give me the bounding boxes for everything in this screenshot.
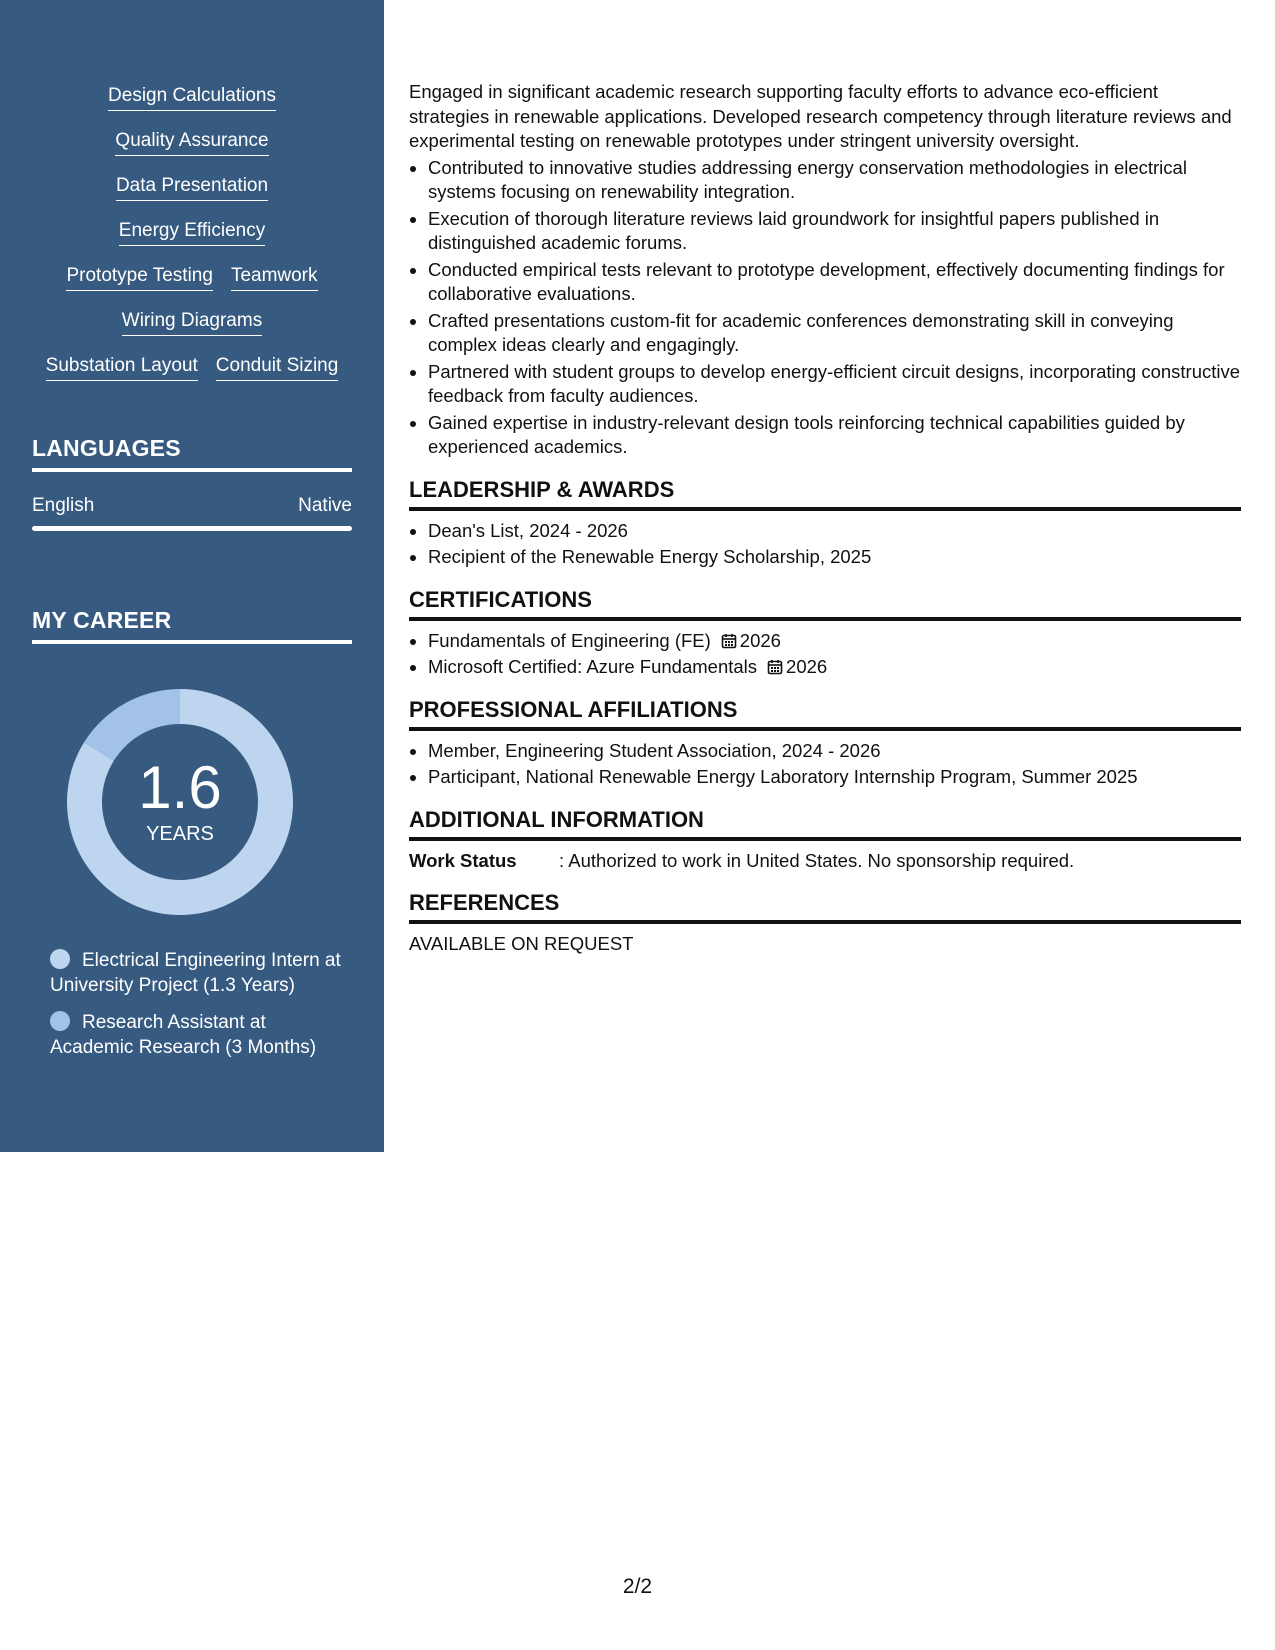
experience-bullet: Contributed to innovative studies addressing energy conservation methodologies in electrical systems focusing on renewability integration.	[409, 156, 1241, 205]
skill-tag: Wiring Diagrams	[122, 309, 262, 336]
legend-dot-icon	[50, 949, 70, 969]
career-legend-label: Research Assistant at Academic Research (3 Months)	[50, 1012, 317, 1058]
affiliation-item: Member, Engineering Student Association, 2024 - 2026	[409, 739, 1241, 764]
career-legend-item	[50, 948, 350, 998]
calendar-icon	[721, 633, 737, 649]
certification-year: 2026	[739, 629, 781, 651]
certifications-list	[409, 629, 1241, 680]
certification-item	[409, 655, 1241, 680]
skills-list	[0, 84, 384, 399]
language-level: Native	[298, 495, 352, 516]
legend-dot-icon	[50, 1011, 70, 1031]
additional-info-heading: ADDITIONAL INFORMATION	[409, 806, 1241, 841]
skill-row	[0, 219, 384, 264]
experience-bullet: Gained expertise in industry-relevant design tools reinforcing technical capabilities guided by experienced academics.	[409, 411, 1241, 460]
experience-bullet: Conducted empirical tests relevant to prototype development, effectively documenting findings for collaborative evaluations.	[409, 258, 1241, 307]
language-name: English	[32, 495, 95, 516]
skill-tag: Data Presentation	[116, 174, 268, 201]
donut-segment-1	[84, 689, 180, 761]
leadership-list	[409, 519, 1241, 570]
skill-row	[0, 84, 384, 129]
affiliations-heading: PROFESSIONAL AFFILIATIONS	[409, 696, 1241, 731]
leadership-item: Dean's List, 2024 - 2026	[409, 519, 1241, 544]
experience-bullets	[409, 156, 1241, 460]
career-legend	[50, 948, 350, 1072]
sidebar	[0, 0, 384, 1152]
work-status-label: Work Status	[409, 849, 517, 871]
page-number: 2/2	[622, 1575, 653, 1598]
affiliations-list	[409, 739, 1241, 790]
affiliation-item: Participant, National Renewable Energy Laboratory Internship Program, Summer 2025	[409, 765, 1241, 790]
career-total-unit: YEARS	[146, 823, 214, 845]
language-proficiency-bar	[32, 526, 352, 531]
skill-row	[0, 264, 384, 309]
skill-tag: Energy Efficiency	[119, 219, 265, 246]
language-row	[32, 494, 352, 518]
skill-row	[0, 174, 384, 219]
experience-bullet: Partnered with student groups to develop energy-efficient circuit designs, incorporating constructive feedback from faculty audiences.	[409, 360, 1241, 409]
work-status-value: : Authorized to work in United States. No sponsorship required.	[559, 849, 1075, 871]
experience-summary: Engaged in significant academic research supporting faculty efforts to advance eco-efficient strategies in renewable applications. Developed research competency through literature reviews and experimental testing on renewable prototypes under stringent university oversight.	[409, 81, 1232, 151]
languages-heading: LANGUAGES	[32, 434, 352, 472]
work-status-row	[409, 849, 1241, 874]
skill-tag: Prototype Testing	[66, 264, 212, 291]
leadership-heading: LEADERSHIP & AWARDS	[409, 476, 1241, 511]
main-content	[409, 80, 1241, 957]
certification-item	[409, 629, 1241, 654]
skill-tag: Quality Assurance	[115, 129, 268, 156]
experience-bullet: Crafted presentations custom-fit for academic conferences demonstrating skill in conveying complex ideas clearly and engagingly.	[409, 309, 1241, 358]
skill-row	[0, 309, 384, 354]
career-legend-item	[50, 1010, 350, 1060]
skill-tag: Substation Layout	[46, 354, 198, 381]
references-heading: REFERENCES	[409, 889, 1241, 924]
career-heading: MY CAREER	[32, 606, 352, 644]
skill-tag: Conduit Sizing	[216, 354, 339, 381]
experience-bullet: Execution of thorough literature reviews laid groundwork for insightful papers published in distinguished academic forums.	[409, 207, 1241, 256]
career-legend-label: Electrical Engineering Intern at University Project (1.3 Years)	[50, 950, 341, 996]
certification-year: 2026	[786, 656, 828, 677]
skill-tag: Design Calculations	[108, 84, 276, 111]
career-total-years: 1.6	[138, 754, 222, 821]
certifications-heading: CERTIFICATIONS	[409, 586, 1241, 621]
skill-tag: Teamwork	[231, 264, 318, 291]
leadership-item: Recipient of the Renewable Energy Scholarship, 2025	[409, 545, 1241, 570]
certification-name: Microsoft Certified: Azure Fundamentals	[428, 656, 758, 677]
skill-row	[0, 129, 384, 174]
calendar-icon	[767, 659, 783, 675]
references-text: AVAILABLE ON REQUEST	[409, 933, 634, 954]
skill-row	[0, 354, 384, 399]
certification-name: Fundamentals of Engineering (FE)	[428, 629, 711, 651]
